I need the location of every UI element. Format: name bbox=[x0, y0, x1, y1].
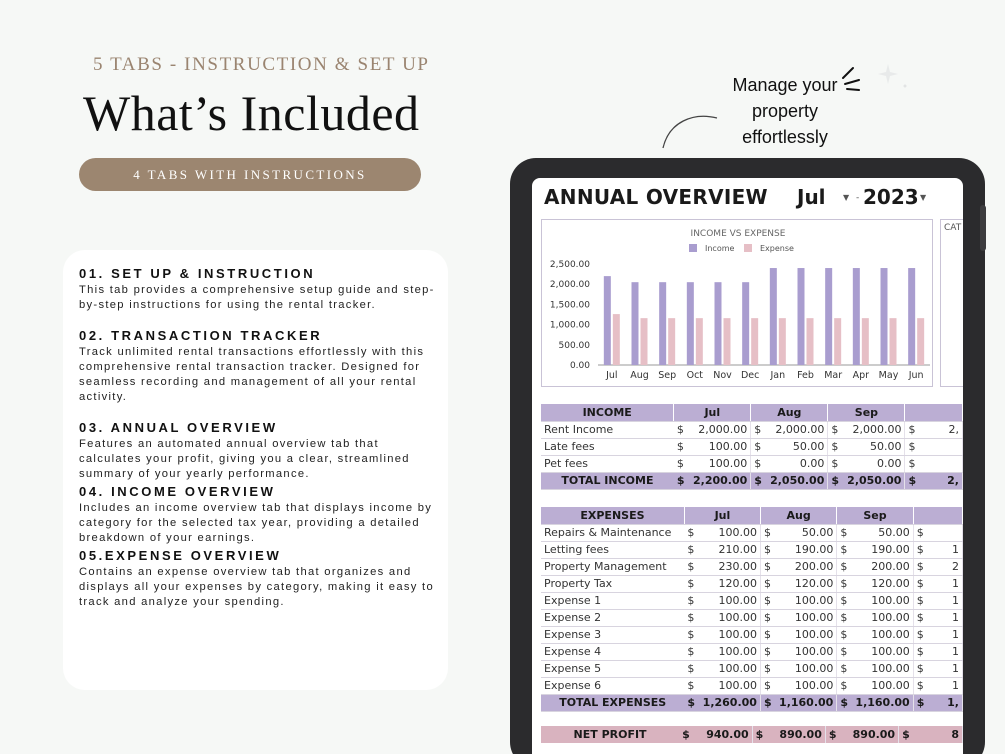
currency: $ bbox=[837, 558, 853, 575]
table-row bbox=[541, 558, 963, 575]
currency: $ bbox=[760, 524, 776, 541]
y-tick-label: 1,500.00 bbox=[549, 300, 590, 311]
cell-value: 8 bbox=[916, 726, 963, 743]
table-row bbox=[541, 626, 963, 643]
overview-title: ANNUAL OVERVIEW bbox=[544, 185, 768, 209]
income-expense-chart bbox=[541, 219, 933, 387]
x-tick-label: Dec bbox=[740, 370, 760, 381]
income-header: INCOME bbox=[541, 404, 674, 421]
table-row bbox=[541, 438, 963, 455]
bar-expense-jun bbox=[917, 318, 924, 365]
legend-label-expense: Expense bbox=[760, 244, 794, 253]
row-label: Expense 6 bbox=[541, 677, 684, 694]
net-profit-row bbox=[541, 726, 963, 743]
table-row bbox=[541, 592, 963, 609]
section-income-overview bbox=[79, 484, 448, 545]
legend-label-income: Income bbox=[705, 244, 735, 253]
table-row bbox=[541, 575, 963, 592]
expenses-table bbox=[541, 507, 963, 712]
cell-value: 2,000.00 bbox=[844, 421, 905, 438]
table-row bbox=[541, 421, 963, 438]
currency: $ bbox=[913, 677, 929, 694]
section-expense-overview bbox=[79, 548, 448, 609]
row-label: Property Management bbox=[541, 558, 684, 575]
bar-expense-may bbox=[890, 318, 897, 365]
currency: $ bbox=[674, 455, 690, 472]
bar-income-jul bbox=[604, 276, 611, 365]
month-col: Jul bbox=[684, 507, 760, 524]
cell-value: 100.00 bbox=[700, 524, 761, 541]
currency: $ bbox=[913, 643, 929, 660]
currency: $ bbox=[760, 677, 776, 694]
cell-value: 100.00 bbox=[690, 438, 751, 455]
cell-value: 1 bbox=[929, 626, 963, 643]
cell-value: 1 bbox=[929, 592, 963, 609]
cell-value: 0.00 bbox=[844, 455, 905, 472]
currency: $ bbox=[752, 726, 769, 743]
currency: $ bbox=[913, 558, 929, 575]
cell-value: 100.00 bbox=[852, 592, 913, 609]
page-title: What’s Included bbox=[83, 85, 420, 141]
cell-value: 50.00 bbox=[852, 524, 913, 541]
currency: $ bbox=[905, 421, 921, 438]
row-label: Letting fees bbox=[541, 541, 684, 558]
cell-value: 100.00 bbox=[776, 609, 837, 626]
currency: $ bbox=[684, 626, 699, 643]
row-label: TOTAL INCOME bbox=[541, 472, 674, 489]
cell-value: 100.00 bbox=[776, 643, 837, 660]
bar-expense-jul bbox=[613, 314, 620, 365]
currency: $ bbox=[913, 626, 929, 643]
category-panel bbox=[940, 219, 963, 387]
bar-income-mar bbox=[825, 268, 832, 365]
row-label: Expense 1 bbox=[541, 592, 684, 609]
bar-expense-nov bbox=[724, 318, 731, 365]
currency: $ bbox=[760, 643, 776, 660]
currency: $ bbox=[751, 455, 767, 472]
currency: $ bbox=[684, 660, 699, 677]
month-select[interactable]: Jul bbox=[797, 185, 826, 209]
currency: $ bbox=[684, 694, 699, 711]
currency: $ bbox=[760, 592, 776, 609]
x-tick-label: Sep bbox=[658, 370, 677, 381]
bar-income-sep bbox=[659, 282, 666, 365]
income-header-row bbox=[541, 404, 963, 421]
x-tick-label: Oct bbox=[686, 370, 704, 381]
section-body: Track unlimited rental transactions effortlessly with this comprehensive rental transaction tracker. Designed for seamless recording and management of all your rental activity. bbox=[79, 346, 425, 403]
tablet-side-button bbox=[980, 205, 986, 251]
cell-value: 100.00 bbox=[852, 677, 913, 694]
currency: $ bbox=[837, 643, 853, 660]
x-tick-label: Jun bbox=[908, 370, 924, 381]
cell-value: 200.00 bbox=[852, 558, 913, 575]
table-row bbox=[541, 455, 963, 472]
section-body: Includes an income overview tab that displays income by category for the selected tax year, providing a detailed breakdown of your earnings. bbox=[79, 502, 433, 544]
cell-value: 0.00 bbox=[767, 455, 828, 472]
cell-value: 2, bbox=[921, 421, 962, 438]
cell-value: 50.00 bbox=[776, 524, 837, 541]
bar-expense-dec bbox=[751, 318, 758, 365]
row-label: Expense 2 bbox=[541, 609, 684, 626]
cell-value bbox=[929, 524, 963, 541]
currency: $ bbox=[828, 455, 844, 472]
x-tick-label: Jan bbox=[770, 370, 786, 381]
currency: $ bbox=[913, 592, 929, 609]
currency: $ bbox=[760, 694, 776, 711]
bar-income-aug bbox=[632, 282, 639, 365]
currency: $ bbox=[837, 677, 853, 694]
month-col bbox=[905, 404, 963, 421]
cell-value: 100.00 bbox=[776, 660, 837, 677]
cell-value: 1 bbox=[929, 660, 963, 677]
cell-value: 200.00 bbox=[776, 558, 837, 575]
cell-value: 1, bbox=[929, 694, 963, 711]
cell-value: 100.00 bbox=[700, 592, 761, 609]
y-tick-label: 500.00 bbox=[558, 340, 590, 351]
currency: $ bbox=[913, 524, 929, 541]
currency: $ bbox=[674, 472, 690, 489]
year-select[interactable]: 2023 bbox=[863, 185, 919, 209]
year-dropdown-icon[interactable]: ▼ bbox=[920, 193, 927, 202]
x-tick-label: Jul bbox=[606, 370, 618, 381]
cell-value: 1,260.00 bbox=[700, 694, 761, 711]
row-label: Expense 5 bbox=[541, 660, 684, 677]
cell-value: 100.00 bbox=[852, 626, 913, 643]
currency: $ bbox=[751, 438, 767, 455]
bar-expense-jan bbox=[779, 318, 786, 365]
bar-income-apr bbox=[853, 268, 860, 365]
row-label: Rent Income bbox=[541, 421, 674, 438]
cell-value: 2,050.00 bbox=[767, 472, 828, 489]
cell-value: 190.00 bbox=[776, 541, 837, 558]
cell-value: 190.00 bbox=[852, 541, 913, 558]
chart-title: INCOME VS EXPENSE bbox=[690, 229, 786, 239]
month-col: Sep bbox=[837, 507, 913, 524]
currency: $ bbox=[837, 575, 853, 592]
currency: $ bbox=[684, 524, 699, 541]
category-label: CAT bbox=[944, 223, 962, 233]
currency: $ bbox=[674, 421, 690, 438]
cell-value: 1,160.00 bbox=[852, 694, 913, 711]
cell-value: 100.00 bbox=[852, 609, 913, 626]
tabs-badge: 4 TABS WITH INSTRUCTIONS bbox=[79, 158, 421, 191]
currency: $ bbox=[760, 660, 776, 677]
currency: $ bbox=[837, 660, 853, 677]
currency: $ bbox=[913, 660, 929, 677]
currency: $ bbox=[684, 677, 699, 694]
cell-value: 940.00 bbox=[696, 726, 752, 743]
cell-value: 1 bbox=[929, 541, 963, 558]
bar-expense-aug bbox=[641, 318, 648, 365]
cell-value: 50.00 bbox=[844, 438, 905, 455]
bar-expense-feb bbox=[807, 318, 814, 365]
net-profit-table bbox=[541, 726, 963, 743]
legend-swatch-income bbox=[689, 244, 697, 252]
y-tick-label: 2,500.00 bbox=[549, 260, 590, 270]
row-label: Late fees bbox=[541, 438, 674, 455]
currency: $ bbox=[837, 694, 853, 711]
dash-icon: - bbox=[856, 193, 860, 203]
section-heading: 05.EXPENSE OVERVIEW bbox=[79, 548, 282, 564]
currency: $ bbox=[913, 575, 929, 592]
cell-value: 2,000.00 bbox=[690, 421, 751, 438]
cell-value: 100.00 bbox=[690, 455, 751, 472]
currency: $ bbox=[751, 421, 767, 438]
bar-income-feb bbox=[798, 268, 805, 365]
subtitle: 5 TABS - INSTRUCTION & SET UP bbox=[93, 54, 430, 75]
cell-value: 100.00 bbox=[700, 643, 761, 660]
bar-expense-apr bbox=[862, 318, 869, 365]
expenses-header: EXPENSES bbox=[541, 507, 684, 524]
table-row bbox=[541, 660, 963, 677]
currency: $ bbox=[905, 438, 921, 455]
currency: $ bbox=[913, 541, 929, 558]
row-label: Repairs & Maintenance bbox=[541, 524, 684, 541]
currency: $ bbox=[837, 541, 853, 558]
currency: $ bbox=[837, 524, 853, 541]
currency: $ bbox=[760, 575, 776, 592]
section-annual-overview bbox=[79, 420, 448, 481]
sparkle-icon bbox=[878, 64, 898, 84]
instructions-card bbox=[63, 250, 448, 690]
currency: $ bbox=[825, 726, 842, 743]
curved-arrow-icon bbox=[663, 116, 717, 148]
month-col: Aug bbox=[760, 507, 836, 524]
month-col: Jul bbox=[674, 404, 751, 421]
row-label: Expense 4 bbox=[541, 643, 684, 660]
cell-value: 120.00 bbox=[700, 575, 761, 592]
total-income-row bbox=[541, 472, 963, 489]
cell-value bbox=[921, 455, 962, 472]
cell-value: 100.00 bbox=[700, 609, 761, 626]
currency: $ bbox=[684, 609, 699, 626]
cell-value: 100.00 bbox=[776, 592, 837, 609]
x-tick-label: Aug bbox=[630, 370, 649, 381]
cell-value: 100.00 bbox=[700, 677, 761, 694]
bar-expense-mar bbox=[834, 318, 841, 365]
month-dropdown-icon[interactable]: ▼ bbox=[843, 193, 850, 202]
bar-income-oct bbox=[687, 282, 694, 365]
bar-income-jan bbox=[770, 268, 777, 365]
cell-value: 1 bbox=[929, 677, 963, 694]
section-body: Features an automated annual overview tab that calculates your profit, giving you a clear, streamlined summary of your yearly performance. bbox=[79, 438, 410, 480]
currency: $ bbox=[905, 472, 921, 489]
section-heading: 04. INCOME OVERVIEW bbox=[79, 484, 276, 500]
cell-value: 230.00 bbox=[700, 558, 761, 575]
y-tick-label: 1,000.00 bbox=[549, 320, 590, 331]
row-label: Property Tax bbox=[541, 575, 684, 592]
cell-value: 1 bbox=[929, 643, 963, 660]
cell-value: 100.00 bbox=[700, 660, 761, 677]
bar-expense-oct bbox=[696, 318, 703, 365]
cell-value: 100.00 bbox=[852, 660, 913, 677]
currency: $ bbox=[684, 575, 699, 592]
currency: $ bbox=[913, 609, 929, 626]
row-label: NET PROFIT bbox=[541, 726, 679, 743]
x-tick-label: May bbox=[878, 370, 899, 381]
chart-svg bbox=[542, 220, 934, 388]
bar-income-may bbox=[881, 268, 888, 365]
cell-value: 2, bbox=[921, 472, 962, 489]
bar-income-jun bbox=[908, 268, 915, 365]
cell-value: 100.00 bbox=[776, 626, 837, 643]
currency: $ bbox=[760, 558, 776, 575]
x-tick-label: Feb bbox=[797, 370, 814, 381]
cell-value: 2,000.00 bbox=[767, 421, 828, 438]
legend-swatch-expense bbox=[744, 244, 752, 252]
currency: $ bbox=[837, 592, 853, 609]
cell-value: 2,200.00 bbox=[690, 472, 751, 489]
currency: $ bbox=[905, 455, 921, 472]
currency: $ bbox=[828, 421, 844, 438]
currency: $ bbox=[828, 438, 844, 455]
section-heading: 01. SET UP & INSTRUCTION bbox=[79, 266, 316, 281]
y-tick-label: 2,000.00 bbox=[549, 280, 590, 291]
currency: $ bbox=[679, 726, 696, 743]
currency: $ bbox=[760, 609, 776, 626]
cell-value: 100.00 bbox=[852, 643, 913, 660]
currency: $ bbox=[684, 558, 699, 575]
cell-value: 1 bbox=[929, 575, 963, 592]
sparkle-dot-icon bbox=[904, 85, 907, 88]
cell-value: 890.00 bbox=[842, 726, 898, 743]
section-heading: 02. TRANSACTION TRACKER bbox=[79, 328, 323, 344]
total-expenses-row bbox=[541, 694, 963, 711]
currency: $ bbox=[913, 694, 929, 711]
cell-value bbox=[921, 438, 962, 455]
income-table bbox=[541, 404, 963, 490]
currency: $ bbox=[837, 609, 853, 626]
bar-expense-sep bbox=[668, 318, 675, 365]
section-heading: 03. ANNUAL OVERVIEW bbox=[79, 420, 278, 436]
month-col: Sep bbox=[828, 404, 905, 421]
currency: $ bbox=[751, 472, 767, 489]
expenses-header-row bbox=[541, 507, 963, 524]
currency: $ bbox=[760, 541, 776, 558]
x-tick-label: Mar bbox=[824, 370, 843, 381]
bar-income-dec bbox=[742, 282, 749, 365]
row-label: TOTAL EXPENSES bbox=[541, 694, 684, 711]
cell-value: 890.00 bbox=[769, 726, 825, 743]
table-row bbox=[541, 524, 963, 541]
table-row bbox=[541, 609, 963, 626]
cell-value: 120.00 bbox=[776, 575, 837, 592]
cell-value: 50.00 bbox=[767, 438, 828, 455]
cell-value: 120.00 bbox=[852, 575, 913, 592]
currency: $ bbox=[837, 626, 853, 643]
y-tick-label: 0.00 bbox=[569, 361, 590, 371]
currency: $ bbox=[684, 541, 699, 558]
cell-value: 1,160.00 bbox=[776, 694, 837, 711]
table-row bbox=[541, 643, 963, 660]
currency: $ bbox=[674, 438, 690, 455]
cell-value: 100.00 bbox=[700, 626, 761, 643]
cell-value: 1 bbox=[929, 609, 963, 626]
section-transaction-tracker bbox=[79, 328, 448, 404]
section-body: This tab provides a comprehensive setup guide and step-by-step instructions for using the rental tracker. bbox=[79, 284, 435, 311]
cell-value: 2,050.00 bbox=[844, 472, 905, 489]
section-setup bbox=[79, 266, 448, 312]
currency: $ bbox=[760, 626, 776, 643]
cell-value: 210.00 bbox=[700, 541, 761, 558]
cell-value: 2 bbox=[929, 558, 963, 575]
x-tick-label: Nov bbox=[713, 370, 732, 381]
table-row bbox=[541, 541, 963, 558]
currency: $ bbox=[899, 726, 916, 743]
row-label: Pet fees bbox=[541, 455, 674, 472]
currency: $ bbox=[684, 643, 699, 660]
callout-text: Manage your property effortlessly bbox=[732, 75, 838, 147]
row-label: Expense 3 bbox=[541, 626, 684, 643]
currency: $ bbox=[828, 472, 844, 489]
table-row bbox=[541, 677, 963, 694]
month-col bbox=[913, 507, 962, 524]
cell-value: 100.00 bbox=[776, 677, 837, 694]
bar-income-nov bbox=[715, 282, 722, 365]
currency: $ bbox=[684, 592, 699, 609]
x-tick-label: Apr bbox=[852, 370, 870, 381]
section-body: Contains an expense overview tab that organizes and displays all your expenses by category, making it easy to track and analyze your spending. bbox=[79, 566, 434, 608]
tablet-screen bbox=[532, 178, 963, 754]
month-col: Aug bbox=[751, 404, 828, 421]
